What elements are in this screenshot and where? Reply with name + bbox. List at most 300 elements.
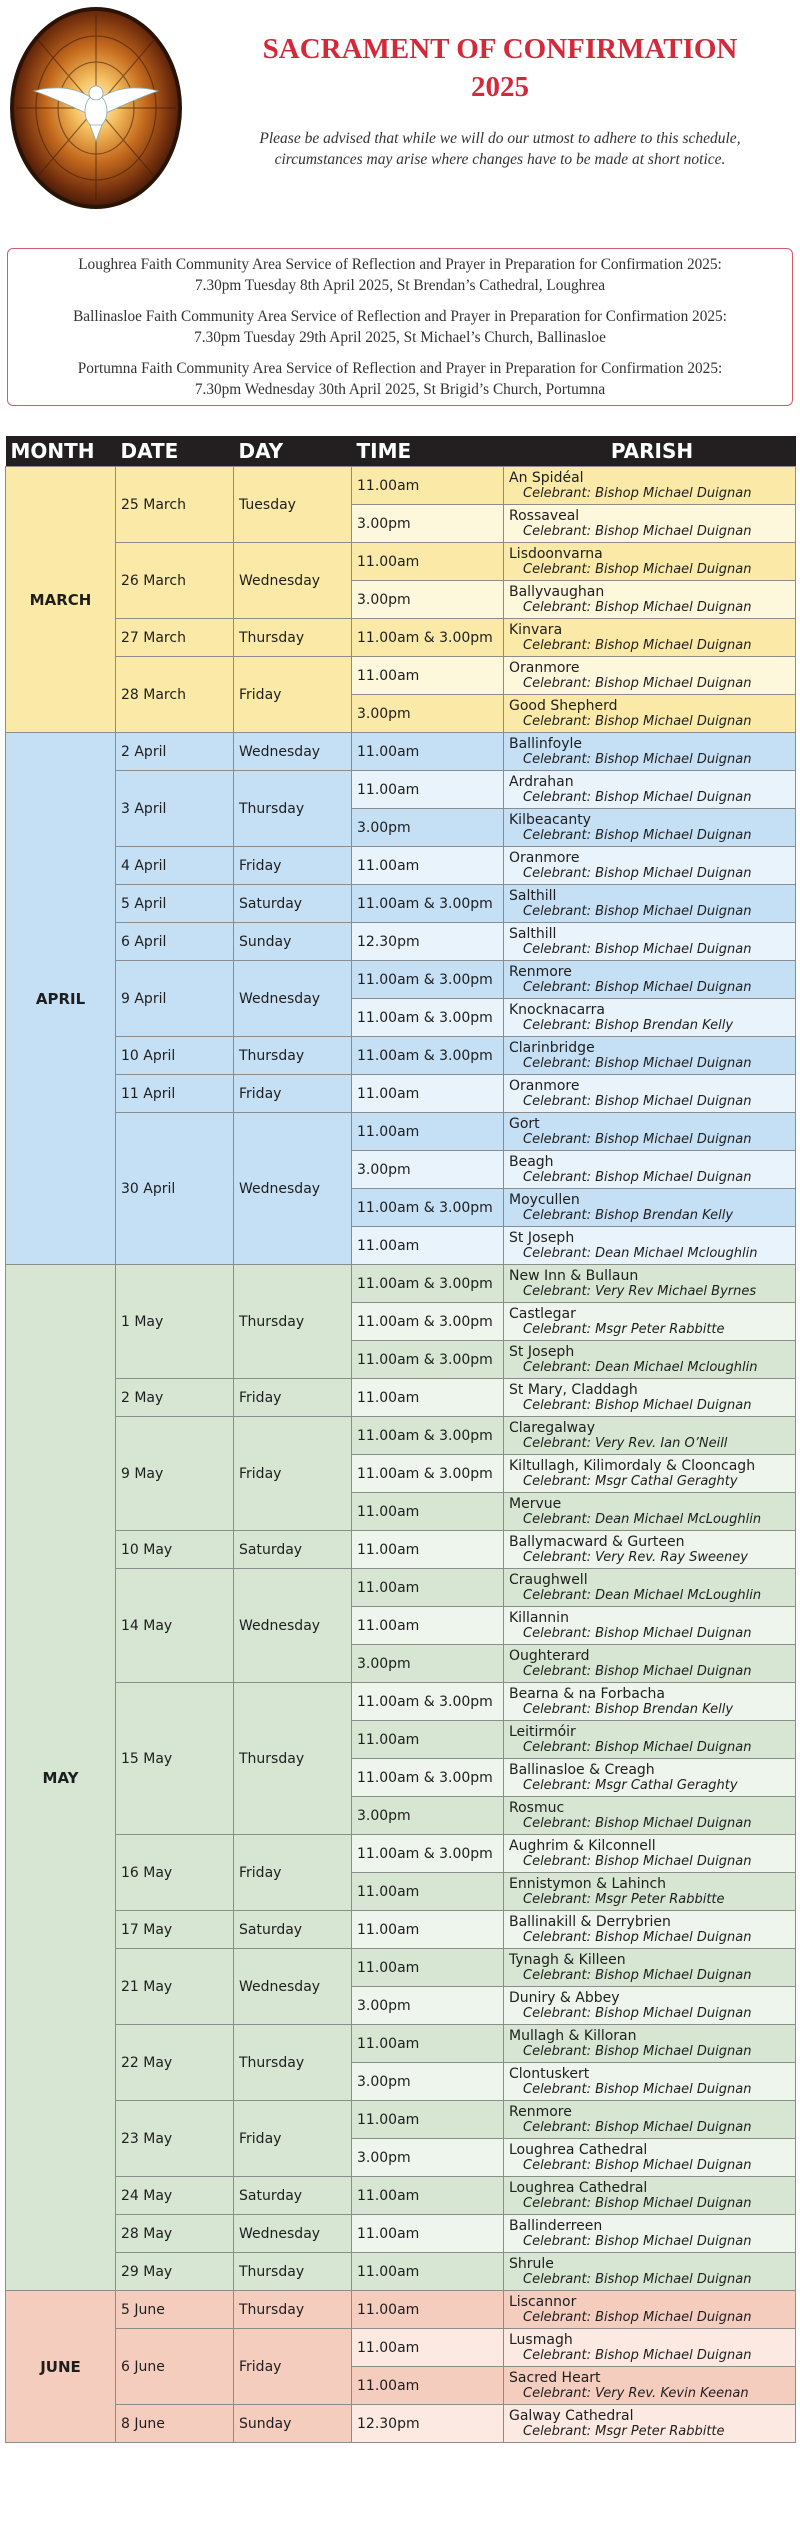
parish-cell (504, 1531, 796, 1569)
parish-name: Galway Cathedral (509, 2407, 634, 2424)
month-cell: JUNE (6, 2291, 116, 2443)
title-line-2: 2025 (471, 71, 529, 103)
date-cell: 5 April (116, 885, 234, 923)
service-loughrea (8, 254, 792, 296)
parish-name: Ballinasloe & Creagh (509, 1761, 655, 1778)
parish-cell (504, 2101, 796, 2139)
table-row (6, 1683, 796, 1721)
celebrant-name: Celebrant: Bishop Michael Duignan (523, 827, 752, 843)
table-row (6, 2101, 796, 2139)
time-cell: 11.00am (352, 1569, 504, 1607)
date-cell: 17 May (116, 1911, 234, 1949)
table-row (6, 923, 796, 961)
parish-cell (504, 809, 796, 847)
day-cell: Thursday (234, 2253, 352, 2291)
date-cell: 26 March (116, 543, 234, 619)
month-cell: MAY (6, 1265, 116, 2291)
parish-cell (504, 999, 796, 1037)
table-row (6, 1911, 796, 1949)
day-cell: Saturday (234, 1531, 352, 1569)
day-cell: Thursday (234, 1037, 352, 1075)
table-row (6, 733, 796, 771)
time-cell: 3.00pm (352, 2139, 504, 2177)
table-row (6, 2405, 796, 2443)
celebrant-name: Celebrant: Bishop Michael Duignan (523, 2157, 752, 2173)
parish-cell (504, 543, 796, 581)
date-cell: 10 April (116, 1037, 234, 1075)
parish-name: Oranmore (509, 1077, 580, 1094)
date-cell: 22 May (116, 2025, 234, 2101)
date-cell: 28 March (116, 657, 234, 733)
time-cell: 11.00am (352, 2101, 504, 2139)
parish-cell (504, 467, 796, 505)
date-cell: 14 May (116, 1569, 234, 1683)
celebrant-name: Celebrant: Bishop Michael Duignan (523, 2309, 752, 2325)
schedule-notice (210, 128, 790, 170)
celebrant-name: Celebrant: Bishop Michael Duignan (523, 1093, 752, 1109)
service-ballinasloe (8, 306, 792, 348)
parish-name: Claregalway (509, 1419, 595, 1436)
time-cell: 11.00am (352, 543, 504, 581)
parish-name: Kiltullagh, Kilimordaly & Clooncagh (509, 1457, 756, 1474)
parish-name: Leitirmóir (509, 1723, 576, 1740)
time-cell: 11.00am (352, 733, 504, 771)
parish-name: Duniry & Abbey (509, 1989, 620, 2006)
celebrant-name: Celebrant: Msgr Peter Rabbitte (523, 1891, 725, 1907)
table-row (6, 1265, 796, 1303)
parish-name: Ballymacward & Gurteen (509, 1533, 685, 1550)
celebrant-name: Celebrant: Bishop Michael Duignan (523, 1739, 752, 1755)
celebrant-name: Celebrant: Bishop Michael Duignan (523, 2195, 752, 2211)
celebrant-name: Celebrant: Bishop Michael Duignan (523, 1815, 752, 1831)
parish-name: Oughterard (509, 1647, 590, 1664)
celebrant-name: Celebrant: Bishop Brendan Kelly (523, 1207, 734, 1223)
date-cell: 28 May (116, 2215, 234, 2253)
time-cell: 11.00am (352, 2329, 504, 2367)
time-cell: 11.00am (352, 2367, 504, 2405)
date-cell: 9 April (116, 961, 234, 1037)
time-cell: 12.30pm (352, 2405, 504, 2443)
date-cell: 3 April (116, 771, 234, 847)
time-cell: 11.00am (352, 1075, 504, 1113)
day-cell: Saturday (234, 2177, 352, 2215)
celebrant-name: Celebrant: Bishop Michael Duignan (523, 523, 752, 539)
time-cell: 11.00am (352, 2291, 504, 2329)
table-row (6, 1949, 796, 1987)
parish-cell (504, 505, 796, 543)
celebrant-name: Celebrant: Bishop Michael Duignan (523, 561, 752, 577)
table-row (6, 2291, 796, 2329)
day-cell: Friday (234, 1417, 352, 1531)
time-cell: 11.00am (352, 2253, 504, 2291)
celebrant-name: Celebrant: Msgr Cathal Geraghty (523, 1473, 738, 1489)
celebrant-name: Celebrant: Msgr Peter Rabbitte (523, 1321, 725, 1337)
parish-cell (504, 581, 796, 619)
celebrant-name: Celebrant: Very Rev. Ian O’Neill (523, 1435, 728, 1451)
parish-cell (504, 1645, 796, 1683)
celebrant-name: Celebrant: Bishop Michael Duignan (523, 1853, 752, 1869)
table-row (6, 1379, 796, 1417)
time-cell: 11.00am & 3.00pm (352, 1455, 504, 1493)
table-row (6, 657, 796, 695)
parish-cell (504, 1189, 796, 1227)
day-cell: Thursday (234, 2291, 352, 2329)
parish-cell (504, 2329, 796, 2367)
table-row (6, 1417, 796, 1455)
table-row (6, 771, 796, 809)
page-title (200, 30, 800, 106)
parish-cell (504, 1911, 796, 1949)
parish-cell (504, 1227, 796, 1265)
parish-name: Lisdoonvarna (509, 545, 603, 562)
day-cell: Thursday (234, 1683, 352, 1835)
parish-cell (504, 2405, 796, 2443)
parish-name: Kilbeacanty (509, 811, 591, 828)
table-row (6, 1113, 796, 1151)
parish-name: Gort (509, 1115, 540, 1132)
service-description: Loughrea Faith Community Area Service of Reflection and Prayer in Preparation for Confirmation 2025: (78, 256, 722, 273)
parish-cell (504, 1493, 796, 1531)
celebrant-name: Celebrant: Bishop Michael Duignan (523, 1929, 752, 1945)
time-cell: 11.00am & 3.00pm (352, 1189, 504, 1227)
time-cell: 11.00am (352, 1227, 504, 1265)
time-cell: 11.00am & 3.00pm (352, 961, 504, 999)
date-cell: 24 May (116, 2177, 234, 2215)
time-cell: 11.00am (352, 847, 504, 885)
parish-name: Salthill (509, 925, 557, 942)
day-cell: Friday (234, 2329, 352, 2405)
parish-cell (504, 1949, 796, 1987)
parish-name: Rossaveal (509, 507, 580, 524)
parish-cell (504, 961, 796, 999)
parish-name: New Inn & Bullaun (509, 1267, 639, 1284)
time-cell: 11.00am & 3.00pm (352, 619, 504, 657)
parish-name: Loughrea Cathedral (509, 2179, 648, 2196)
parish-cell (504, 1151, 796, 1189)
day-cell: Thursday (234, 2025, 352, 2101)
table-row (6, 885, 796, 923)
celebrant-name: Celebrant: Bishop Brendan Kelly (523, 1701, 734, 1717)
day-cell: Sunday (234, 2405, 352, 2443)
parish-name: St Mary, Claddagh (509, 1381, 638, 1398)
time-cell: 11.00am & 3.00pm (352, 1037, 504, 1075)
date-cell: 4 April (116, 847, 234, 885)
time-cell: 11.00am (352, 2177, 504, 2215)
time-cell: 11.00am & 3.00pm (352, 1417, 504, 1455)
time-cell: 11.00am (352, 1949, 504, 1987)
parish-name: Castlegar (509, 1305, 576, 1322)
date-cell: 8 June (116, 2405, 234, 2443)
parish-cell (504, 2367, 796, 2405)
celebrant-name: Celebrant: Very Rev. Kevin Keenan (523, 2385, 749, 2401)
celebrant-name: Celebrant: Msgr Cathal Geraghty (523, 1777, 738, 1793)
parish-cell (504, 2025, 796, 2063)
day-cell: Wednesday (234, 1113, 352, 1265)
parish-cell (504, 1455, 796, 1493)
parish-name: Oranmore (509, 849, 580, 866)
parish-cell (504, 695, 796, 733)
day-cell: Friday (234, 1075, 352, 1113)
parish-cell (504, 1759, 796, 1797)
table-row (6, 2253, 796, 2291)
parish-name: Oranmore (509, 659, 580, 676)
day-cell: Thursday (234, 619, 352, 657)
time-cell: 3.00pm (352, 1987, 504, 2025)
parish-name: Loughrea Cathedral (509, 2141, 648, 2158)
time-cell: 11.00am (352, 1531, 504, 1569)
parish-name: Rosmuc (509, 1799, 565, 1816)
day-cell: Friday (234, 657, 352, 733)
celebrant-name: Celebrant: Bishop Michael Duignan (523, 1169, 752, 1185)
service-details: 7.30pm Tuesday 29th April 2025, St Michael’s Church, Ballinasloe (194, 329, 606, 346)
parish-cell (504, 2215, 796, 2253)
service-details: 7.30pm Tuesday 8th April 2025, St Brendan’s Cathedral, Loughrea (194, 277, 605, 294)
parish-cell (504, 1873, 796, 1911)
notice-line-2: circumstances may arise where changes have to be made at short notice. (274, 151, 726, 168)
celebrant-name: Celebrant: Bishop Michael Duignan (523, 675, 752, 691)
header-month: MONTH (6, 436, 116, 467)
time-cell: 3.00pm (352, 809, 504, 847)
date-cell: 1 May (116, 1265, 234, 1379)
day-cell: Wednesday (234, 1569, 352, 1683)
date-cell: 6 April (116, 923, 234, 961)
celebrant-name: Celebrant: Bishop Michael Duignan (523, 2271, 752, 2287)
celebrant-name: Celebrant: Bishop Michael Duignan (523, 485, 752, 501)
parish-cell (504, 923, 796, 961)
notice-line-1: Please be advised that while we will do our utmost to adhere to this schedule, (259, 130, 741, 147)
table-row (6, 467, 796, 505)
day-cell: Friday (234, 1379, 352, 1417)
day-cell: Wednesday (234, 733, 352, 771)
parish-name: Clarinbridge (509, 1039, 595, 1056)
table-row (6, 1531, 796, 1569)
parish-name: Salthill (509, 887, 557, 904)
time-cell: 11.00am (352, 2215, 504, 2253)
date-cell: 29 May (116, 2253, 234, 2291)
celebrant-name: Celebrant: Bishop Michael Duignan (523, 2043, 752, 2059)
time-cell: 11.00am & 3.00pm (352, 1835, 504, 1873)
day-cell: Saturday (234, 1911, 352, 1949)
time-cell: 11.00am & 3.00pm (352, 999, 504, 1037)
date-cell: 23 May (116, 2101, 234, 2177)
page-header (0, 0, 800, 235)
celebrant-name: Celebrant: Bishop Michael Duignan (523, 1967, 752, 1983)
day-cell: Friday (234, 847, 352, 885)
parish-cell (504, 1607, 796, 1645)
time-cell: 11.00am (352, 1911, 504, 1949)
date-cell: 10 May (116, 1531, 234, 1569)
table-row (6, 961, 796, 999)
parish-cell (504, 1341, 796, 1379)
parish-cell (504, 847, 796, 885)
parish-cell (504, 2177, 796, 2215)
date-cell: 27 March (116, 619, 234, 657)
parish-name: Tynagh & Killeen (509, 1951, 626, 1968)
service-portumna (8, 358, 792, 400)
time-cell: 11.00am (352, 657, 504, 695)
parish-name: Aughrim & Kilconnell (509, 1837, 656, 1854)
time-cell: 11.00am & 3.00pm (352, 1341, 504, 1379)
celebrant-name: Celebrant: Bishop Michael Duignan (523, 2005, 752, 2021)
celebrant-name: Celebrant: Bishop Michael Duignan (523, 1625, 752, 1641)
date-cell: 15 May (116, 1683, 234, 1835)
time-cell: 11.00am (352, 2025, 504, 2063)
confirmation-schedule-table (5, 436, 796, 2443)
celebrant-name: Celebrant: Bishop Michael Duignan (523, 2081, 752, 2097)
parish-cell (504, 1303, 796, 1341)
time-cell: 11.00am (352, 1607, 504, 1645)
celebrant-name: Celebrant: Bishop Michael Duignan (523, 789, 752, 805)
parish-cell (504, 1987, 796, 2025)
celebrant-name: Celebrant: Msgr Peter Rabbitte (523, 2423, 725, 2439)
celebrant-name: Celebrant: Bishop Michael Duignan (523, 2119, 752, 2135)
parish-cell (504, 1113, 796, 1151)
parish-cell (504, 1835, 796, 1873)
parish-name: Renmore (509, 963, 572, 980)
parish-name: Shrule (509, 2255, 554, 2272)
date-cell: 21 May (116, 1949, 234, 2025)
parish-name: Bearna & na Forbacha (509, 1685, 665, 1702)
day-cell: Sunday (234, 923, 352, 961)
month-cell: APRIL (6, 733, 116, 1265)
month-cell: MARCH (6, 467, 116, 733)
table-row (6, 543, 796, 581)
celebrant-name: Celebrant: Bishop Michael Duignan (523, 2347, 752, 2363)
time-cell: 11.00am & 3.00pm (352, 1265, 504, 1303)
day-cell: Saturday (234, 885, 352, 923)
day-cell: Wednesday (234, 543, 352, 619)
table-row (6, 2329, 796, 2367)
parish-cell (504, 771, 796, 809)
parish-name: Good Shepherd (509, 697, 618, 714)
celebrant-name: Celebrant: Dean Michael Mcloughlin (523, 1245, 758, 1261)
parish-name: Renmore (509, 2103, 572, 2120)
celebrant-name: Celebrant: Dean Michael McLoughlin (523, 1511, 762, 1527)
celebrant-name: Celebrant: Bishop Michael Duignan (523, 2233, 752, 2249)
time-cell: 11.00am (352, 1873, 504, 1911)
table-row (6, 1569, 796, 1607)
header-date: DATE (116, 436, 234, 467)
celebrant-name: Celebrant: Very Rev Michael Byrnes (523, 1283, 757, 1299)
parish-name: Moycullen (509, 1191, 580, 1208)
date-cell: 2 May (116, 1379, 234, 1417)
date-cell: 9 May (116, 1417, 234, 1531)
parish-name: Ballinderreen (509, 2217, 603, 2234)
time-cell: 3.00pm (352, 1797, 504, 1835)
day-cell: Friday (234, 1835, 352, 1911)
celebrant-name: Celebrant: Bishop Michael Duignan (523, 1663, 752, 1679)
parish-cell (504, 2253, 796, 2291)
parish-name: Mervue (509, 1495, 562, 1512)
date-cell: 25 March (116, 467, 234, 543)
date-cell: 6 June (116, 2329, 234, 2405)
celebrant-name: Celebrant: Bishop Michael Duignan (523, 751, 752, 767)
time-cell: 3.00pm (352, 2063, 504, 2101)
parish-cell (504, 2291, 796, 2329)
table-header-row (6, 436, 796, 467)
celebrant-name: Celebrant: Bishop Michael Duignan (523, 865, 752, 881)
celebrant-name: Celebrant: Dean Michael Mcloughlin (523, 1359, 758, 1375)
day-cell: Tuesday (234, 467, 352, 543)
parish-name: An Spidéal (509, 469, 584, 486)
time-cell: 11.00am & 3.00pm (352, 1303, 504, 1341)
parish-name: Mullagh & Killoran (509, 2027, 637, 2044)
celebrant-name: Celebrant: Bishop Michael Duignan (523, 1131, 752, 1147)
reflection-services-box (7, 248, 793, 406)
time-cell: 3.00pm (352, 1151, 504, 1189)
time-cell: 12.30pm (352, 923, 504, 961)
parish-name: Kinvara (509, 621, 563, 638)
parish-cell (504, 1037, 796, 1075)
celebrant-name: Celebrant: Dean Michael McLoughlin (523, 1587, 762, 1603)
celebrant-name: Celebrant: Bishop Michael Duignan (523, 941, 752, 957)
time-cell: 3.00pm (352, 695, 504, 733)
header-time: TIME (352, 436, 504, 467)
schedule-body (6, 467, 796, 2443)
parish-cell (504, 1075, 796, 1113)
celebrant-name: Celebrant: Very Rev. Ray Sweeney (523, 1549, 748, 1565)
time-cell: 11.00am (352, 771, 504, 809)
time-cell: 11.00am & 3.00pm (352, 1759, 504, 1797)
time-cell: 11.00am & 3.00pm (352, 885, 504, 923)
celebrant-name: Celebrant: Bishop Michael Duignan (523, 1397, 752, 1413)
table-row (6, 1075, 796, 1113)
parish-name: Ennistymon & Lahinch (509, 1875, 667, 1892)
parish-name: St Joseph (509, 1229, 575, 1246)
day-cell: Thursday (234, 771, 352, 847)
parish-name: Clontuskert (509, 2065, 590, 2082)
parish-cell (504, 1721, 796, 1759)
day-cell: Thursday (234, 1265, 352, 1379)
parish-cell (504, 885, 796, 923)
celebrant-name: Celebrant: Bishop Brendan Kelly (523, 1017, 734, 1033)
parish-cell (504, 1797, 796, 1835)
service-description: Portumna Faith Community Area Service of Reflection and Prayer in Preparation for Confirmation 2025: (77, 360, 723, 377)
time-cell: 11.00am (352, 1721, 504, 1759)
time-cell: 3.00pm (352, 1645, 504, 1683)
parish-cell (504, 619, 796, 657)
day-cell: Wednesday (234, 961, 352, 1037)
parish-name: Beagh (509, 1153, 554, 1170)
time-cell: 11.00am (352, 1113, 504, 1151)
parish-cell (504, 1379, 796, 1417)
parish-cell (504, 1417, 796, 1455)
parish-name: Liscannor (509, 2293, 577, 2310)
time-cell: 11.00am & 3.00pm (352, 1683, 504, 1721)
time-cell: 3.00pm (352, 581, 504, 619)
time-cell: 3.00pm (352, 505, 504, 543)
table-row (6, 619, 796, 657)
table-row (6, 2215, 796, 2253)
title-line-1: SACRAMENT OF CONFIRMATION (262, 33, 738, 65)
celebrant-name: Celebrant: Bishop Michael Duignan (523, 599, 752, 615)
parish-name: St Joseph (509, 1343, 575, 1360)
parish-name: Lusmagh (509, 2331, 573, 2348)
header-day: DAY (234, 436, 352, 467)
celebrant-name: Celebrant: Bishop Michael Duignan (523, 713, 752, 729)
celebrant-name: Celebrant: Bishop Michael Duignan (523, 637, 752, 653)
date-cell: 11 April (116, 1075, 234, 1113)
day-cell: Wednesday (234, 2215, 352, 2253)
parish-name: Ballyvaughan (509, 583, 605, 600)
parish-name: Sacred Heart (509, 2369, 601, 2386)
service-description: Ballinasloe Faith Community Area Service of Reflection and Prayer in Preparation for Confirmation 2025: (73, 308, 727, 325)
header-parish: PARISH (504, 436, 796, 467)
parish-name: Ballinakill & Derrybrien (509, 1913, 671, 1930)
parish-cell (504, 1265, 796, 1303)
table-row (6, 2025, 796, 2063)
day-cell: Wednesday (234, 1949, 352, 2025)
